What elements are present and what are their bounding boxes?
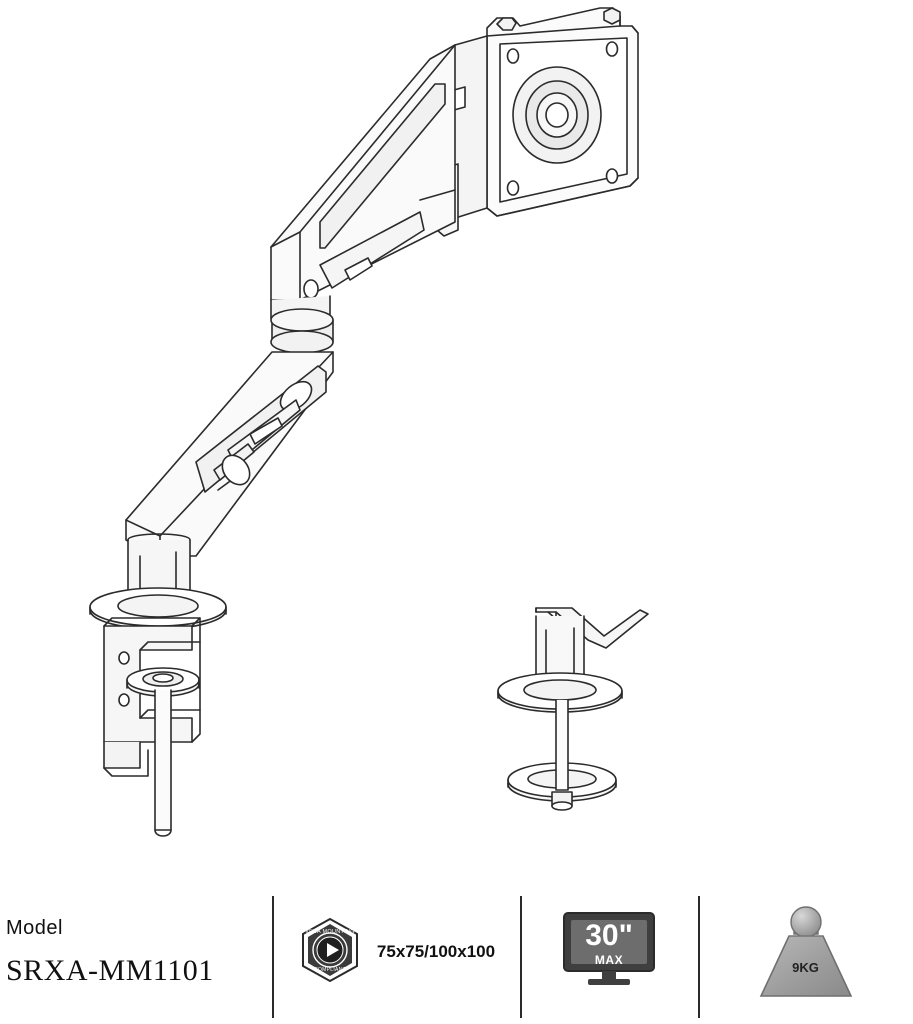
- spec-divider-3: [698, 896, 700, 1018]
- spec-vesa: [272, 880, 520, 1024]
- screen-size-value: 30": [585, 918, 633, 952]
- spec-screen-size: [520, 880, 698, 1024]
- weight-value: 9KG: [792, 959, 819, 975]
- c-clamp: [104, 618, 200, 776]
- vesa-plate: [487, 8, 638, 216]
- spec-model: [0, 880, 272, 1024]
- spec-divider-1: [272, 896, 274, 1018]
- svg-text:VESA MOUNTING: VESA MOUNTING: [305, 928, 355, 935]
- grommet-mount-detail: [498, 608, 648, 810]
- model-number: SRXA-MM1101: [6, 953, 214, 987]
- specification-strip: [0, 880, 913, 1024]
- svg-text:COMPLIANT: COMPLIANT: [313, 966, 346, 973]
- upper-arm: [271, 45, 455, 330]
- screen-size-qualifier: MAX: [594, 952, 624, 967]
- weight-icon: [753, 898, 859, 1007]
- elbow-joint: [271, 309, 333, 354]
- vesa-value: 75x75/100x100: [376, 942, 496, 961]
- vesa-mounting-compliant-icon: [297, 917, 363, 988]
- monitor-icon: [560, 911, 658, 994]
- spec-divider-2: [520, 896, 522, 1018]
- lower-arm: [126, 352, 333, 556]
- spec-weight: [698, 880, 913, 1024]
- model-label: Model: [6, 916, 63, 939]
- clamp-base-ring: [90, 588, 226, 629]
